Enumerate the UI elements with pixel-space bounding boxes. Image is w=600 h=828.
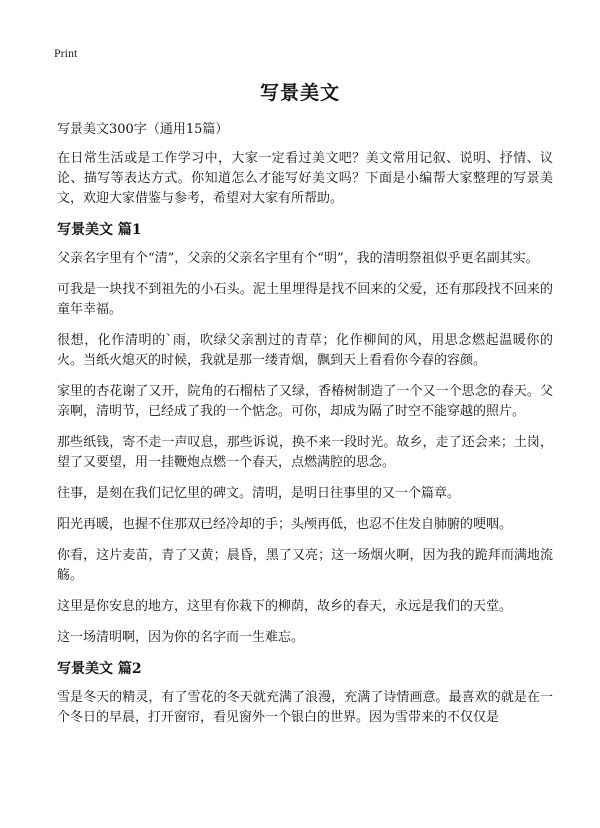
paragraph: 可我是一块找不到祖先的小石头。泥土里埋得是找不回来的父爱，还有那段找不回来的童年幸福。: [57, 282, 553, 317]
paragraph: 阳光再暖，也握不住那双已经冷却的手；头颅再低，也忍不住发自肺腑的哽咽。: [57, 517, 513, 532]
section-heading: 写景美文 篇2: [57, 661, 142, 677]
paragraph: 这一场清明啊，因为你的名字而一生难忘。: [57, 630, 305, 645]
document-subtitle: 写景美文300字（通用15篇）: [57, 122, 229, 137]
paragraph: 父亲名字里有个“清”，父亲的父亲名字里有个“明”，我的清明祭祖似乎更名副其实。: [57, 251, 539, 266]
document-body: [57, 120, 553, 739]
section-heading: 写景美文 篇1: [57, 222, 142, 238]
paragraph: 家里的杏花谢了又开，院角的石榴枯了又绿，香椿树制造了一个又一个思念的春天。父亲啊，清明节，已经成了我的一个惦念。可你，却成为隔了时空不能穿越的照片。: [57, 384, 553, 419]
paragraph: 往事，是刻在我们记忆里的碑文。清明，是明日往事里的又一个篇章。: [57, 486, 461, 501]
print-link[interactable]: Print: [54, 46, 78, 60]
intro-paragraph: 在日常生活或是工作学习中，大家一定看过美文吧？美文常用记叙、说明、抒情、议论、描写等表达方式。你知道怎么才能写好美文吗？下面是小编帮大家整理的写景美文，欢迎大家借鉴与参考，希望对大家有所帮助。: [57, 151, 553, 206]
paragraph: 那些纸钱，寄不走一声叹息，那些诉说，换不来一段时光。故乡，走了还会来；土岗，望了又要望，用一挂鞭炮点燃一个春天，点燃满腔的思念。: [57, 435, 553, 470]
page-title: 写景美文: [259, 82, 340, 104]
paragraph: 很想，化作清明的`雨，吹绿父亲割过的青草；化作柳间的风，用思念燃起温暖你的火。当纸火熄灭的时候，我就是那一缕青烟，飘到天上看看你今春的容颜。: [57, 333, 553, 368]
paragraph: 雪是冬天的精灵，有了雪花的冬天就充满了浪漫，充满了诗情画意。最喜欢的就是在一个冬日的早晨，打开窗帘，看见窗外一个银白的世界。因为雪带来的不仅仅是: [57, 690, 553, 725]
paragraph: 这里是你安息的地方，这里有你栽下的柳荫，故乡的春天，永远是我们的天堂。: [57, 599, 513, 614]
paragraph: 你看，这片麦苗，青了又黄；晨昏，黑了又亮；这一场烟火啊，因为我的跪拜而满地流觞。: [57, 548, 553, 583]
